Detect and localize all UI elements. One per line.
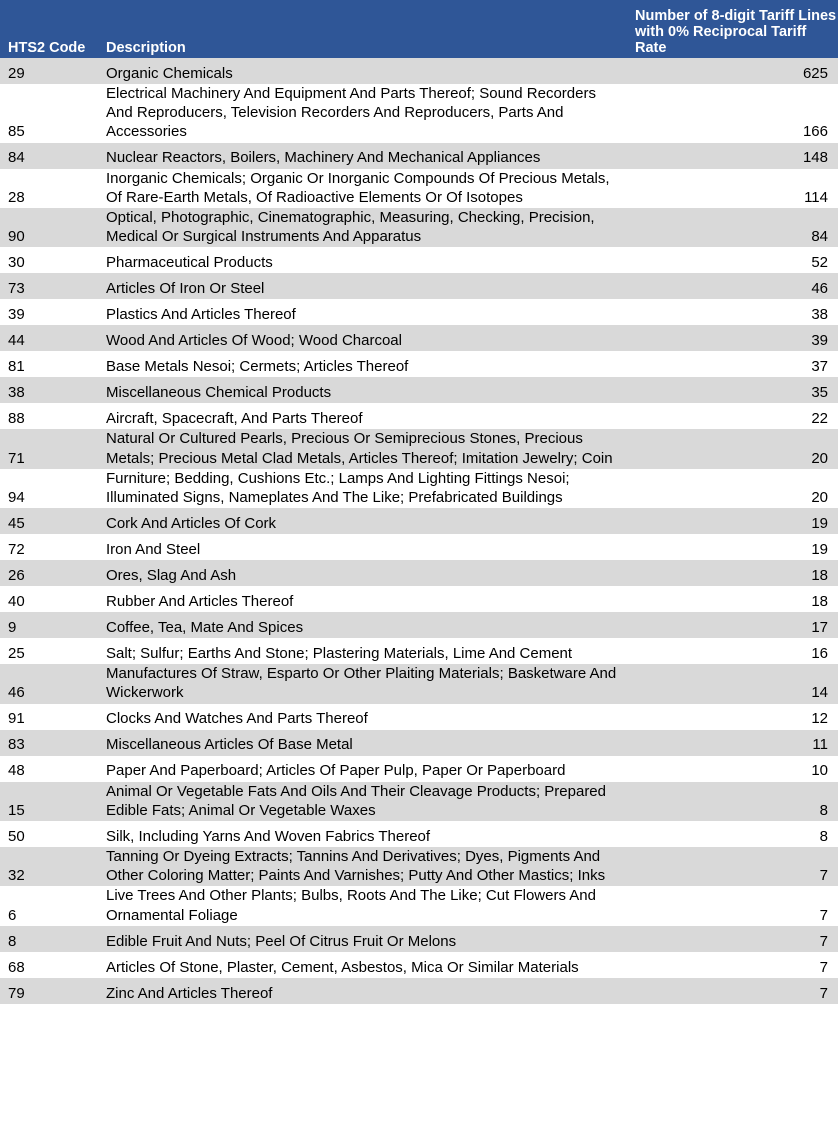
table-row — [0, 821, 838, 847]
table-row — [0, 377, 838, 403]
cell-description: Live Trees And Other Plants; Bulbs, Roots And The Like; Cut Flowers And Ornamental Foliage — [106, 887, 596, 924]
cell-code: 94 — [8, 489, 25, 507]
table-row — [0, 534, 838, 560]
header-count: Number of 8-digit Tariff Lines with 0% Reciprocal Tariff Rate — [623, 0, 838, 58]
cell-code: 26 — [0, 560, 98, 586]
cell-count: 20 — [811, 489, 828, 507]
cell-description: Clocks And Watches And Parts Thereof — [106, 710, 368, 728]
table-row — [0, 638, 838, 664]
cell-count: 35 — [623, 377, 838, 403]
table-body — [0, 58, 838, 1004]
cell-code: 84 — [0, 143, 98, 169]
table-row — [0, 886, 838, 925]
cell-count: 19 — [623, 508, 838, 534]
cell-code: 8 — [0, 926, 98, 952]
cell-count: 8 — [623, 782, 838, 821]
cell-count: 148 — [623, 143, 838, 169]
table-row — [0, 926, 838, 952]
cell-count: 84 — [623, 208, 838, 247]
cell-code: 83 — [0, 730, 98, 756]
cell-code: 25 — [8, 645, 25, 663]
cell-count: 14 — [623, 664, 838, 703]
cell-code: 28 — [8, 188, 25, 206]
cell-description: Zinc And Articles Thereof — [98, 978, 623, 1004]
cell-description: Articles Of Iron Or Steel — [98, 273, 623, 299]
table-row — [0, 325, 838, 351]
cell-code: 68 — [8, 958, 25, 976]
cell-count: 12 — [811, 710, 828, 728]
cell-description: Salt; Sulfur; Earths And Stone; Plastering Materials, Lime And Cement — [106, 645, 573, 663]
cell-count: 7 — [623, 978, 838, 1004]
cell-count: 38 — [811, 306, 828, 324]
table-row — [0, 730, 838, 756]
cell-count: 46 — [623, 273, 838, 299]
cell-description: Ores, Slag And Ash — [98, 560, 623, 586]
cell-code: 71 — [0, 429, 98, 468]
cell-code: 30 — [8, 254, 25, 272]
table-row — [0, 469, 838, 508]
table-row — [0, 403, 838, 429]
table-row — [0, 247, 838, 273]
table-row — [0, 704, 838, 730]
cell-description: Aircraft, Spacecraft, And Parts Thereof — [106, 410, 363, 428]
table-row — [0, 429, 838, 468]
cell-count: 20 — [623, 429, 838, 468]
table-row — [0, 169, 838, 208]
table-header — [0, 0, 838, 58]
cell-description: Natural Or Cultured Pearls, Precious Or Semiprecious Stones, Precious Metals; Precious Metal Clad Metals, Articles Thereof; Imitation Jewelry; Coin — [98, 429, 623, 468]
cell-code: 79 — [0, 978, 98, 1004]
cell-description: Inorganic Chemicals; Organic Or Inorganic Compounds Of Precious Metals, Of Rare-Earth Metals, Of Radioactive Elements Or Of Isotopes — [106, 169, 610, 206]
cell-description: Iron And Steel — [106, 541, 201, 559]
cell-code: 9 — [0, 612, 98, 638]
header-description: Description — [98, 0, 623, 58]
cell-code: 73 — [0, 273, 98, 299]
cell-code: 72 — [8, 541, 25, 559]
cell-count: 166 — [802, 123, 828, 141]
cell-count: 114 — [804, 188, 828, 206]
cell-description: Silk, Including Yarns And Woven Fabrics Thereof — [106, 827, 431, 845]
cell-code: 39 — [8, 306, 25, 324]
cell-code: 48 — [8, 762, 25, 780]
table-row — [0, 612, 838, 638]
cell-code: 88 — [8, 410, 25, 428]
header-code: HTS2 Code — [0, 0, 98, 58]
table-row — [0, 782, 838, 821]
table-row — [0, 508, 838, 534]
cell-description: Paper And Paperboard; Articles Of Paper Pulp, Paper Or Paperboard — [106, 762, 566, 780]
table-row — [0, 756, 838, 782]
cell-description: Wood And Articles Of Wood; Wood Charcoal — [98, 325, 623, 351]
cell-count: 16 — [811, 645, 828, 663]
table-row — [0, 299, 838, 325]
table-row — [0, 84, 838, 143]
table-row — [0, 952, 838, 978]
cell-count: 625 — [623, 58, 838, 84]
cell-code: 46 — [0, 664, 98, 703]
table-row — [0, 351, 838, 377]
cell-count: 39 — [623, 325, 838, 351]
cell-description: Articles Of Stone, Plaster, Cement, Asbestos, Mica Or Similar Materials — [106, 958, 579, 976]
cell-count: 18 — [811, 593, 828, 611]
table-row — [0, 208, 838, 247]
table-row — [0, 560, 838, 586]
cell-code: 40 — [8, 593, 25, 611]
cell-count: 17 — [623, 612, 838, 638]
table-row — [0, 273, 838, 299]
cell-code: 15 — [0, 782, 98, 821]
cell-code: 45 — [0, 508, 98, 534]
cell-count: 37 — [811, 358, 828, 376]
cell-count: 7 — [623, 926, 838, 952]
header-row — [0, 0, 838, 58]
cell-code: 6 — [8, 906, 17, 924]
cell-code: 90 — [0, 208, 98, 247]
cell-code: 44 — [0, 325, 98, 351]
table-row — [0, 664, 838, 703]
cell-code: 85 — [8, 123, 25, 141]
cell-description: Organic Chemicals — [98, 58, 623, 84]
cell-code: 50 — [8, 827, 25, 845]
table-row — [0, 847, 838, 886]
cell-description: Optical, Photographic, Cinematographic, Measuring, Checking, Precision, Medical Or Surgical Instruments And Apparatus — [98, 208, 623, 247]
cell-code: 81 — [8, 358, 25, 376]
cell-description: Edible Fruit And Nuts; Peel Of Citrus Fruit Or Melons — [98, 926, 623, 952]
cell-description: Plastics And Articles Thereof — [106, 306, 296, 324]
cell-code: 29 — [0, 58, 98, 84]
cell-description: Coffee, Tea, Mate And Spices — [98, 612, 623, 638]
cell-count: 22 — [811, 410, 828, 428]
cell-description: Tanning Or Dyeing Extracts; Tannins And Derivatives; Dyes, Pigments And Other Coloring Matter; Paints And Varnishes; Putty And Other Mastics; Inks — [98, 847, 623, 886]
cell-count: 19 — [811, 541, 828, 559]
cell-description: Pharmaceutical Products — [106, 254, 273, 272]
cell-code: 38 — [0, 377, 98, 403]
cell-description: Electrical Machinery And Equipment And Parts Thereof; Sound Recorders And Reproducers, Television Recorders And Reproducers, Parts And Accessories — [106, 85, 596, 141]
cell-code: 32 — [0, 847, 98, 886]
cell-description: Miscellaneous Chemical Products — [98, 377, 623, 403]
cell-count: 52 — [811, 254, 828, 272]
table-row — [0, 978, 838, 1004]
cell-description: Manufactures Of Straw, Esparto Or Other Plaiting Materials; Basketware And Wickerwork — [98, 664, 623, 703]
cell-count: 7 — [819, 906, 828, 924]
table-row — [0, 143, 838, 169]
cell-count: 8 — [819, 827, 828, 845]
cell-code: 91 — [8, 710, 25, 728]
cell-count: 18 — [623, 560, 838, 586]
cell-description: Furniture; Bedding, Cushions Etc.; Lamps And Lighting Fittings Nesoi; Illuminated Signs, Nameplates And The Like; Prefabricated Buildings — [106, 469, 570, 507]
cell-count: 11 — [623, 730, 838, 756]
cell-count: 10 — [811, 762, 828, 780]
cell-description: Animal Or Vegetable Fats And Oils And Their Cleavage Products; Prepared Edible Fats; Animal Or Vegetable Waxes — [98, 782, 623, 821]
cell-description: Nuclear Reactors, Boilers, Machinery And Mechanical Appliances — [98, 143, 623, 169]
table-row — [0, 58, 838, 84]
cell-description: Miscellaneous Articles Of Base Metal — [98, 730, 623, 756]
cell-count: 7 — [623, 847, 838, 886]
cell-description: Base Metals Nesoi; Cermets; Articles Thereof — [106, 358, 409, 376]
cell-count: 7 — [819, 958, 828, 976]
cell-description: Rubber And Articles Thereof — [106, 593, 294, 611]
table-row — [0, 586, 838, 612]
cell-description: Cork And Articles Of Cork — [98, 508, 623, 534]
